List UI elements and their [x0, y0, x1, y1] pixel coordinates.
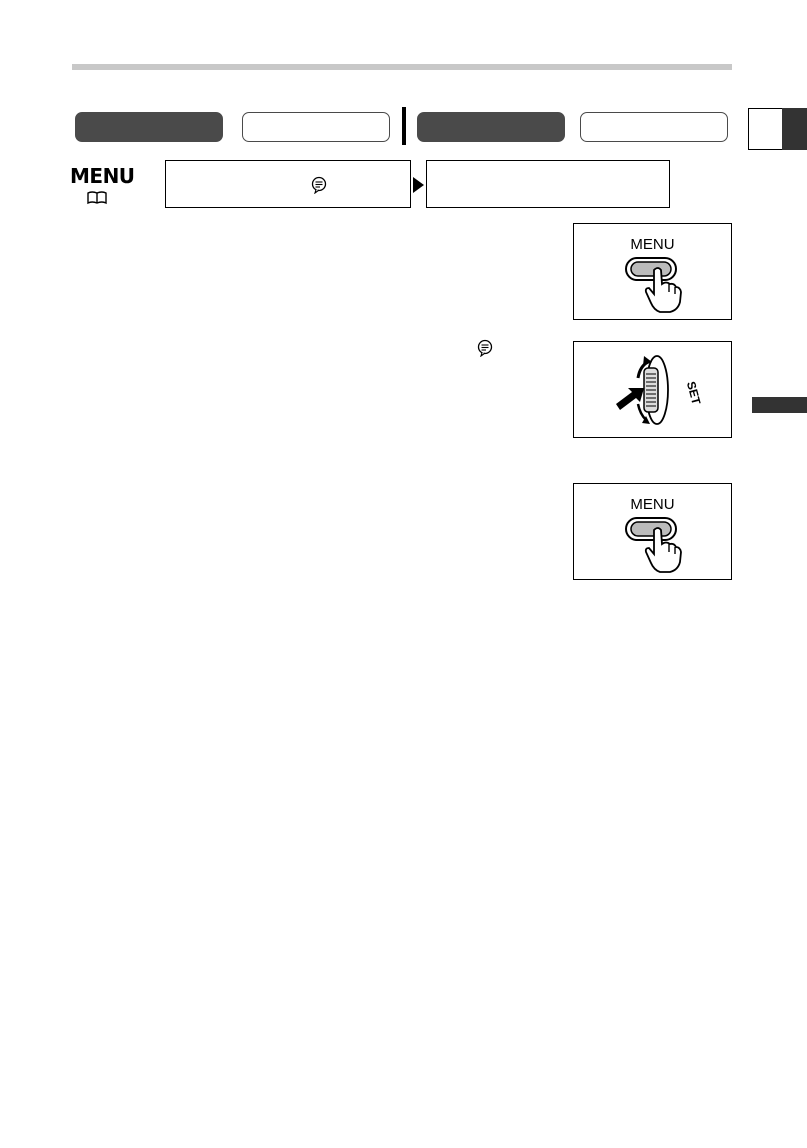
figure-menu-button-1	[573, 223, 732, 320]
speech-bubble-icon	[310, 176, 328, 197]
speech-bubble-icon	[476, 339, 494, 362]
mode-tab-2	[242, 112, 390, 142]
section-index-bar	[752, 397, 807, 413]
hand-pressing-button-icon	[624, 254, 686, 316]
side-tab-dark	[782, 108, 807, 150]
menu-path-step2	[426, 160, 670, 208]
side-tab-light	[748, 108, 782, 150]
mode-tab-4	[580, 112, 728, 142]
menu-path-step1	[165, 160, 411, 208]
figure-selector-dial	[573, 341, 732, 438]
arrow-right-icon	[413, 177, 424, 193]
book-icon	[87, 191, 107, 210]
hand-pressing-button-icon	[624, 514, 686, 576]
tab-separator	[402, 107, 406, 145]
mode-tab-3	[417, 112, 565, 142]
figure-menu-button-2	[573, 483, 732, 580]
header-rule	[72, 64, 732, 70]
figure-menu-label: MENU	[630, 496, 675, 513]
menu-logo-text: MENU	[70, 164, 135, 188]
mode-tab-1	[75, 112, 223, 142]
figure-menu-label: MENU	[630, 236, 675, 253]
figure-set-label: SET	[683, 379, 704, 407]
